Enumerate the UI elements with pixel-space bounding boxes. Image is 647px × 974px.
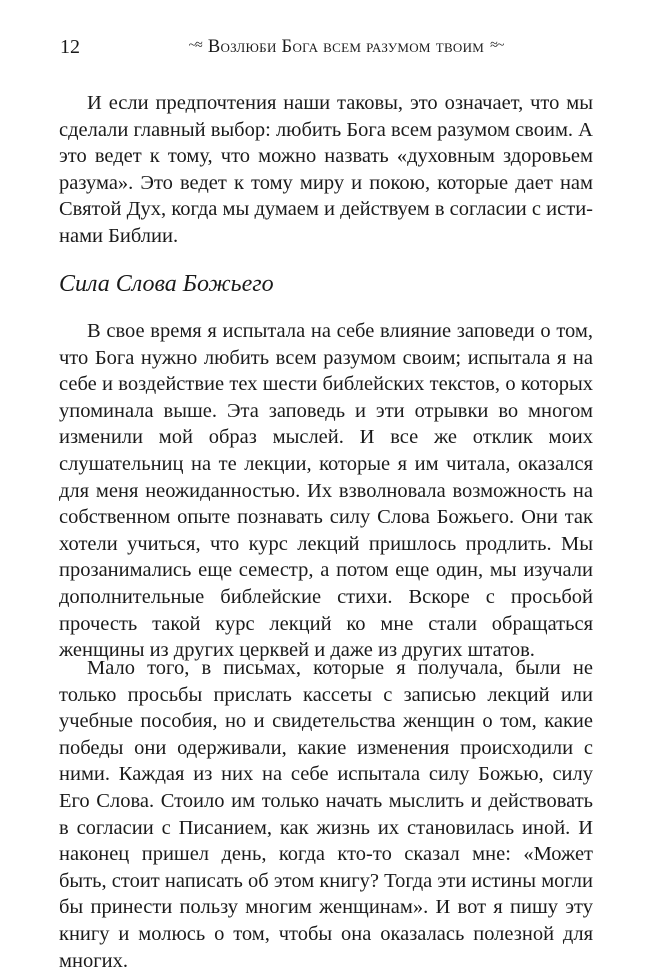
running-title: Возлюби Бога всем разумом твоим xyxy=(207,36,485,57)
paragraph-1 xyxy=(59,90,593,250)
paragraph-text: Мало того, в письмах, которые я получала, были не только просьбы прислать кассеты с записью лекций или учебные пособия, но и свидетельства женщин о том, какие победы они одерживали, какие изменения происходили с ними. Каждая из них на себе испытала силу Божью, силу Его Слова. Стоило им только начать мыслить и действовать в согласии с Писанием, как жизнь их становилась иной. И наконец пришел день, когда кто-то сказал мне: «Может быть, стоит написать об этом книгу? Тогда эти истины могли бы принести пользу многим женщинам». И вот я пишу эту книгу и молюсь о том, чтобы она оказалась полезной для многих. xyxy=(59,657,593,972)
paragraph-text: В свое время я испытала на себе влияние заповеди о том, что Бога нужно любить всем разумом своим; испытала я на себе и воздействие тех шести библейских текстов, о которых упоминала выше. Эта заповедь и эти отрывки во многом изменили мой образ мыслей. И все же отклик моих слушательниц на те лекции, которые я им читала, оказался для меня неожиданностью. Их взволновала возможность на собственном опыте познавать силу Слова Божьего. Они так хотели учиться, что курс лекций пришлось продлить. Мы прозанимались еще семестр, а потом еще один, мы изучали дополнительные библейские стихи. Вскоре с просьбой прочесть такой курс лекций ко мне стали обращаться женщины из других церквей и даже из других штатов. xyxy=(59,320,593,662)
page-number: 12 xyxy=(60,35,80,58)
running-header xyxy=(60,34,592,60)
paragraph-2 xyxy=(59,318,593,664)
ornament-left-icon: ~≈ xyxy=(188,38,202,53)
running-title-group xyxy=(100,37,592,58)
paragraph-3 xyxy=(59,655,593,974)
section-title: Сила Слова Божьего xyxy=(59,271,274,297)
ornament-right-icon: ≈~ xyxy=(490,38,504,53)
paragraph-text: И если предпочтения наши таковы, это означает, что мы сделали главный выбор: любить Бога всем разумом своим. А это ведет к тому, что можно назвать «духовным здоровьем разума». Это ведет к тому миру и покою, которые дает нам Святой Дух, когда мы думаем и действуем в согласии с истинами Библии. xyxy=(59,92,593,247)
